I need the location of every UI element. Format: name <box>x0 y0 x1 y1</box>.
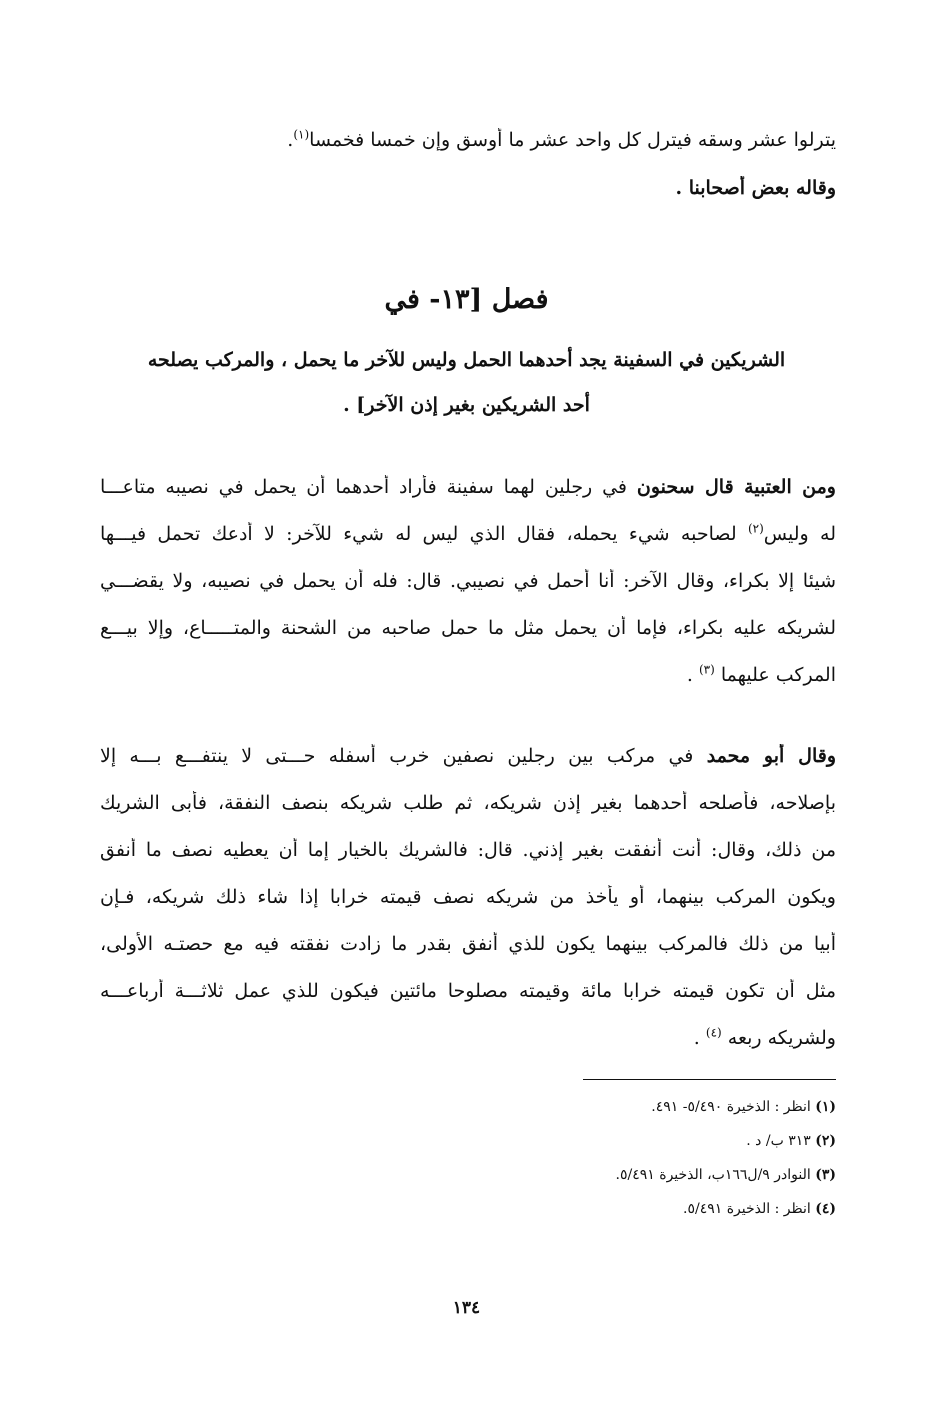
paragraph-1-line-2-a: له وليس <box>763 523 836 545</box>
paragraph-1-line-2-b: لصاحبه شيء يحمله، فقال الذي ليس له شيء للآخر: لا أدعك تحمل فيـــها <box>100 523 737 545</box>
section-heading: فصل [١٣- في <box>384 284 549 315</box>
footnote-4-number: (٤) <box>815 1201 836 1217</box>
footnote-ref-4: (٤) <box>705 1026 722 1040</box>
footnotes <box>100 1098 836 1234</box>
footnote-ref-3: (٣) <box>698 663 715 677</box>
paragraph-2 <box>100 744 836 1073</box>
footnote-2-text: ٣١٣ ب/ د . <box>746 1133 811 1149</box>
intro-line-2: وقاله بعض أصحابنا . <box>675 177 836 199</box>
footnote-2 <box>100 1132 836 1150</box>
intro-line-1 <box>100 128 836 152</box>
paragraph-1-line-4: لشريكه عليه بكراء، فإما أن يحمل مثل ما حمل صاحبه من الشحنة والمتـــــاع، وإلا بيـــع <box>100 617 836 639</box>
footnote-3 <box>100 1166 836 1184</box>
paragraph-2-line-4: ويكون المركب بينهما، أو يأخذ من شريكه نصف قيمته خرابا إذا شاء ذلك شريكه، فـإن <box>100 886 836 908</box>
footnote-4 <box>100 1200 836 1218</box>
paragraph-1 <box>100 475 836 710</box>
paragraph-1-line-1-rest: في رجلين لهما سفينة فأراد أحدهما أن يحمل في نصيبه متاعـــا <box>100 476 628 498</box>
section-subtitle-line-2: أحد الشريكين بغير إذن الآخر] . <box>343 394 590 416</box>
paragraph-2-line-1-rest: في مركب بين رجلين نصفين خرب أسفله حـــتى لا ينتفـــع بـــه إلا <box>100 745 694 767</box>
section-subtitle-line-1: الشريكين في السفينة يجد أحدهما الحمل وليس للآخر ما يحمل ، والمركب يصلحه <box>147 349 786 371</box>
paragraph-1-line-1 <box>100 475 836 499</box>
paragraph-2-line-5: أبيا من ذلك فالمركب بينهما يكون للذي أنفق بقدر ما زادت نفقته فيه مع حصتـه الأولى، <box>100 933 836 955</box>
paragraph-2-lead: وقال أبو محمد <box>706 745 836 767</box>
footnote-divider <box>583 1079 836 1080</box>
paragraph-1-lead: ومن العتبية قال سحنون <box>636 476 836 498</box>
footnote-1-number: (١) <box>815 1099 836 1115</box>
paragraph-2-line-2: بإصلاحه، فأصلحه أحدهما بغير إذن شريكه، ثم طلب شريكه بنصف النفقة، فأبى الشريك <box>100 792 836 814</box>
paragraph-2-line-7-a: ولشريكه ربعه <box>727 1027 836 1049</box>
intro-line-1-text: يترلوا عشر وسقه فيترل كل واحد عشر ما أوسق وإن خمسا فخمسا <box>309 129 836 151</box>
paragraph-1-line-2 <box>100 522 836 546</box>
footnote-3-number: (٣) <box>815 1167 836 1183</box>
footnote-ref-2: (٢) <box>747 522 764 536</box>
footnote-2-number: (٢) <box>815 1133 836 1149</box>
paragraph-2-line-3: من ذلك، وقال: أنت أنفقت بغير إذني. قال: فالشريك بالخيار إما أن يعطيه نصف ما أنفق <box>100 839 836 861</box>
footnote-4-text: انظر : الذخيرة ٥/٤٩١. <box>683 1201 811 1217</box>
section-subtitle <box>0 338 933 428</box>
footnote-1 <box>100 1098 836 1116</box>
footnote-3-text: النوادر ٩/ل١٦٦ب، الذخيرة ٥/٤٩١. <box>615 1167 811 1183</box>
page-number: ١٣٤ <box>452 1298 481 1318</box>
paragraph-2-line-1 <box>100 744 836 768</box>
paragraph-2-line-6: مثل أن تكون قيمته خرابا مائة وقيمته مصلوحا مائتين فيكون للذي عمل ثلاثـــة أرباعـــه <box>100 980 836 1002</box>
footnote-1-text: انظر : الذخيرة ٥/٤٩٠- ٤٩١. <box>651 1099 811 1115</box>
paragraph-1-line-3: شيئا إلا بكراء، وقال الآخر: أنا أحمل في نصيبي. قال: فله أن يحمل في نصيبه، ولا يقضـــي <box>100 570 836 592</box>
paragraph-1-line-5 <box>100 663 836 687</box>
intro-line-1-end: . <box>287 129 294 151</box>
paragraph-1-line-5-end: . <box>686 664 693 686</box>
paragraph-2-line-7-end: . <box>693 1027 700 1049</box>
paragraph-1-line-5-a: المركب عليهما <box>720 664 836 686</box>
paragraph-2-line-7 <box>100 1026 836 1050</box>
footnote-ref-1: (١) <box>293 128 310 142</box>
